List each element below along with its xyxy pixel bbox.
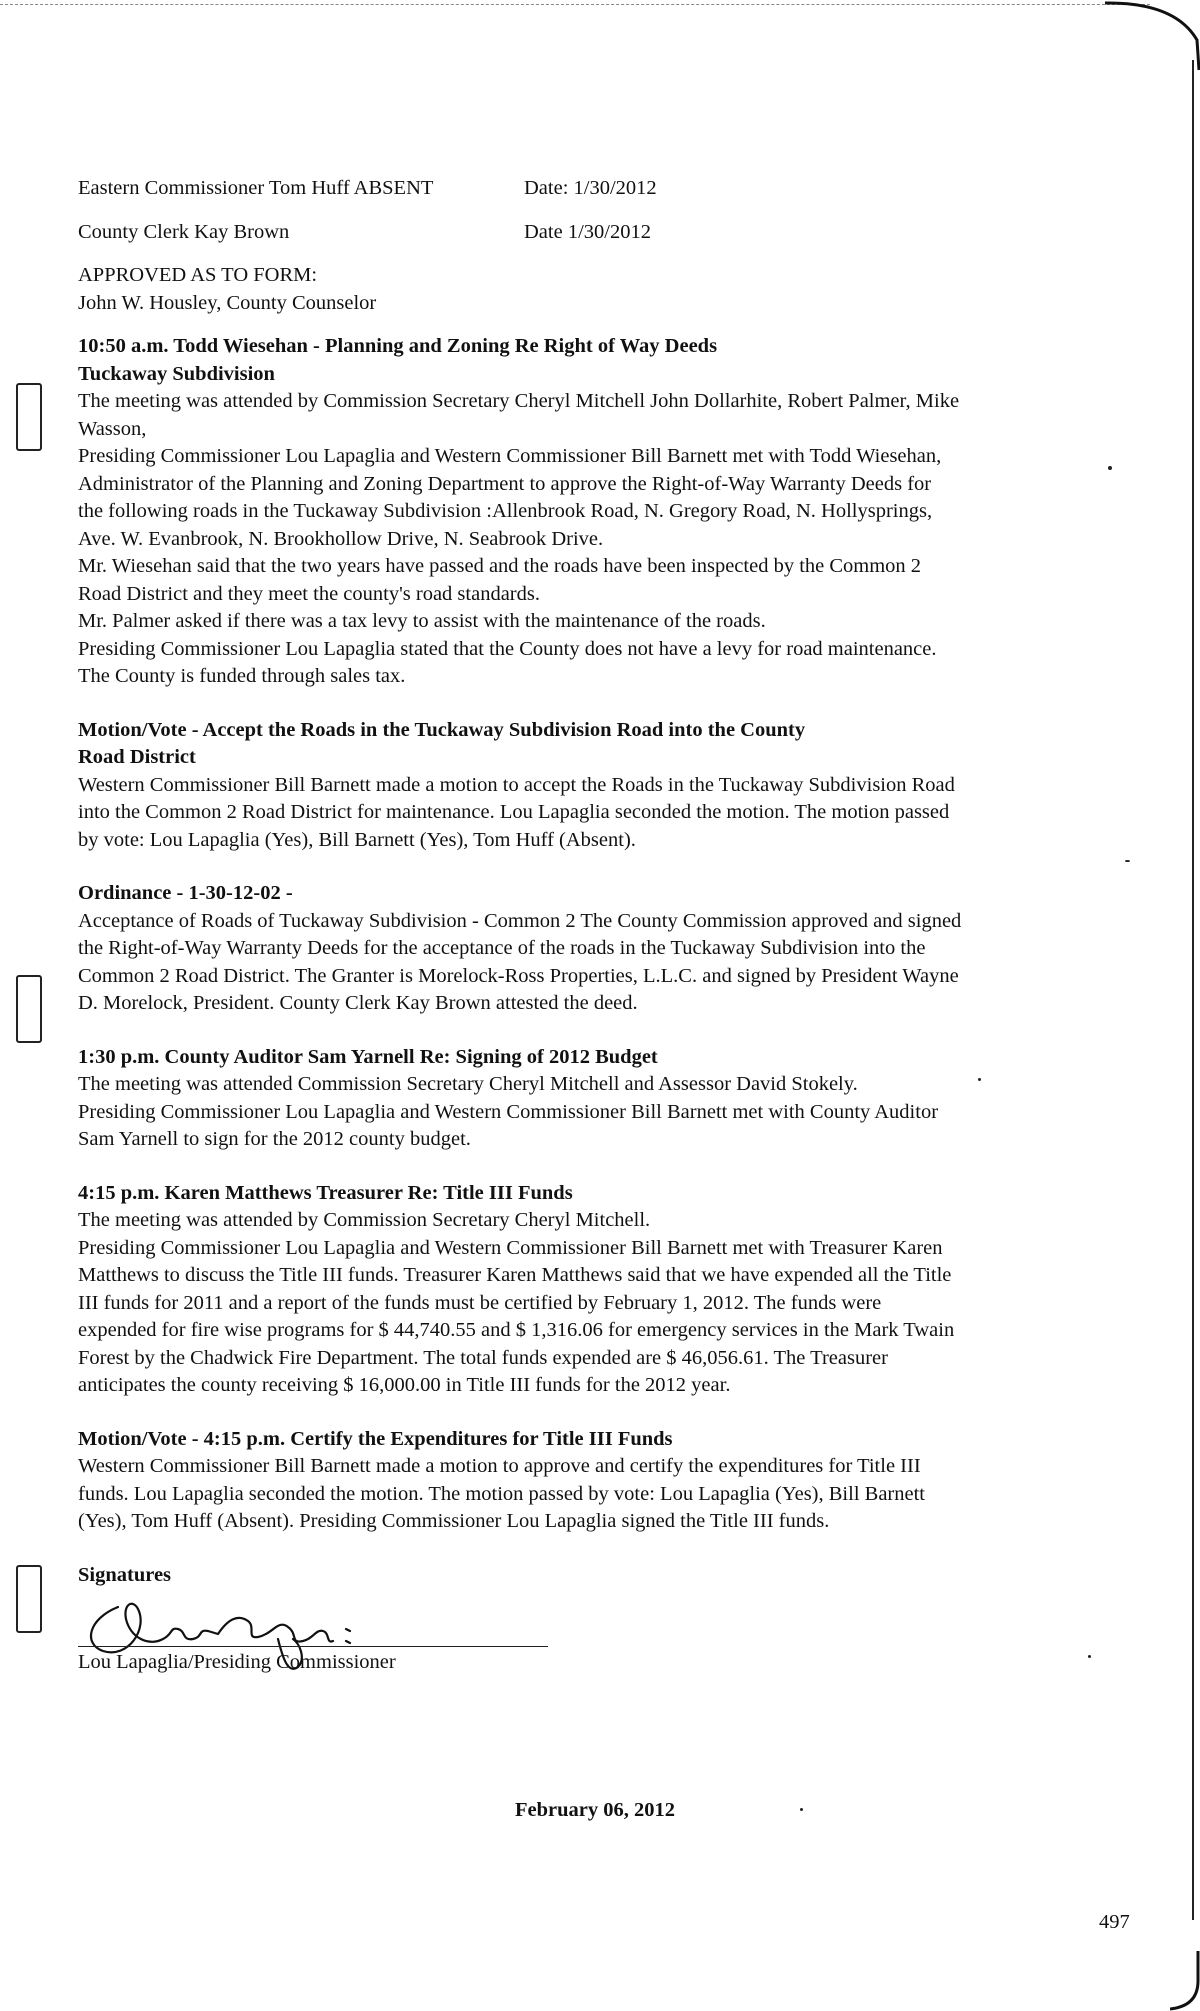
paragraph-line: Mr. Palmer asked if there was a tax levy to assist with the maintenance of the roads. <box>78 610 766 632</box>
eastern-commissioner-text: Eastern Commissioner Tom Huff ABSENT <box>78 177 434 199</box>
meeting-date: February 06, 2012 <box>515 1799 675 1821</box>
paragraph-line: The meeting was attended by Commission Secretary Cheryl Mitchell John Dollarhite, Robert Palmer, Mike <box>78 390 960 412</box>
paragraph-line: The County is funded through sales tax. <box>78 665 406 687</box>
paragraph-line: Presiding Commissioner Lou Lapaglia and Western Commissioner Bill Barnett met with County Auditor <box>78 1100 939 1123</box>
paragraph-line: Acceptance of Roads of Tuckaway Subdivision - Common 2 The County Commission approved and signed <box>78 909 962 932</box>
page-number: 497 <box>1099 1911 1130 1933</box>
paragraph-line: Western Commissioner Bill Barnett made a motion to approve and certify the expenditures for Title III <box>78 1455 921 1477</box>
signature-block <box>78 1589 1138 1681</box>
binder-hole-mark <box>16 383 42 451</box>
paragraph-line: funds. Lou Lapaglia seconded the motion. The motion passed by vote: Lou Lapaglia (Yes), Bill Barnett <box>78 1482 925 1505</box>
paragraph-line: Wasson, <box>78 417 147 440</box>
paragraph-line: The meeting was attended Commission Secretary Cheryl Mitchell and Assessor David Stokely. <box>78 1073 858 1095</box>
paragraph-line: Presiding Commissioner Lou Lapaglia and Western Commissioner Bill Barnett met with Treasurer Karen <box>78 1236 943 1259</box>
signer-name: Lou Lapaglia/Presiding Commissioner <box>78 1651 396 1673</box>
paragraph-line: the Right-of-Way Warranty Deeds for the acceptance of the roads in the Tuckaway Subdivision into the <box>78 937 926 959</box>
section-subtitle-motion-roads: Road District <box>78 746 196 768</box>
paragraph-line: Matthews to discuss the Title III funds. Treasurer Karen Matthews said that we have expended all the Title <box>78 1264 952 1286</box>
binder-hole-mark <box>16 1565 42 1633</box>
minutes-body <box>78 175 1138 1681</box>
counselor-name: John W. Housley, County Counselor <box>78 291 377 314</box>
eastern-date-text: Date: 1/30/2012 <box>524 177 657 199</box>
paragraph-line: Presiding Commissioner Lou Lapaglia and Western Commissioner Bill Barnett met with Todd Wiesehan, <box>78 445 942 467</box>
page-bottom-corner <box>1170 1951 1200 2011</box>
section-title-wiesehan: 10:50 a.m. Todd Wiesehan - Planning and Zoning Re Right of Way Deeds <box>78 335 718 357</box>
scan-speck <box>800 1808 803 1811</box>
section-title-treasurer: 4:15 p.m. Karen Matthews Treasurer Re: Title III Funds <box>78 1181 573 1204</box>
paragraph-line: (Yes), Tom Huff (Absent). Presiding Commissioner Lou Lapaglia signed the Title III funds. <box>78 1510 830 1532</box>
paragraph-line: expended for fire wise programs for $ 44,740.55 and $ 1,316.06 for emergency services in the Mark Twain <box>78 1319 955 1341</box>
clerk-date-text: Date 1/30/2012 <box>524 220 651 243</box>
approved-label: APPROVED AS TO FORM: <box>78 264 318 286</box>
paragraph-line: III funds for 2011 and a report of the funds must be certified by February 1, 2012. The funds were <box>78 1291 882 1314</box>
section-title-auditor: 1:30 p.m. County Auditor Sam Yarnell Re: Signing of 2012 Budget <box>78 1045 658 1068</box>
section-title-ordinance: Ordinance - 1-30-12-02 - <box>78 882 293 904</box>
paragraph-line: Administrator of the Planning and Zoning Department to approve the Right-of-Way Warranty Deeds for <box>78 472 932 495</box>
scan-top-edge <box>0 0 1150 5</box>
paragraph-line: The meeting was attended by Commission Secretary Cheryl Mitchell. <box>78 1209 651 1231</box>
paragraph-line: anticipates the county receiving $ 16,000.00 in Title III funds for the 2012 year. <box>78 1374 731 1396</box>
paragraph-line: Mr. Wiesehan said that the two years have passed and the roads have been inspected by the Common 2 <box>78 555 922 577</box>
section-title-motion-roads: Motion/Vote - Accept the Roads in the Tuckaway Subdivision Road into the County <box>78 718 806 741</box>
paragraph-line: Sam Yarnell to sign for the 2012 county budget. <box>78 1128 471 1150</box>
paragraph-line: Western Commissioner Bill Barnett made a motion to accept the Roads in the Tuckaway Subdivision Road <box>78 773 955 796</box>
paragraph-line: Forest by the Chadwick Fire Department. The total funds expended are $ 46,056.61. The Treasurer <box>78 1346 888 1369</box>
paragraph-line: D. Morelock, President. County Clerk Kay Brown attested the deed. <box>78 992 638 1014</box>
paragraph-line: Presiding Commissioner Lou Lapaglia stated that the County does not have a levy for road maintenance. <box>78 637 937 660</box>
signature-line <box>78 1646 548 1647</box>
signatures-heading: Signatures <box>78 1563 172 1586</box>
page-corner-curl <box>1105 0 1200 70</box>
county-clerk-text: County Clerk Kay Brown <box>78 220 290 243</box>
binder-hole-mark <box>16 975 42 1043</box>
paragraph-line: the following roads in the Tuckaway Subdivision :Allenbrook Road, N. Gregory Road, N. Hollysprings, <box>78 500 933 522</box>
page-right-edge <box>1192 60 1194 1920</box>
header-row-clerk <box>78 219 1138 247</box>
section-subtitle-wiesehan: Tuckaway Subdivision <box>78 362 275 385</box>
paragraph-line: Ave. W. Evanbrook, N. Brookhollow Drive, N. Seabrook Drive. <box>78 527 604 550</box>
section-title-motion-title3: Motion/Vote - 4:15 p.m. Certify the Expenditures for Title III Funds <box>78 1427 673 1450</box>
paragraph-line: Common 2 Road District. The Granter is Morelock-Ross Properties, L.L.C. and signed by President Wayne <box>78 964 959 987</box>
paragraph-line: Road District and they meet the county's road standards. <box>78 582 540 605</box>
paragraph-line: into the Common 2 Road District for maintenance. Lou Lapaglia seconded the motion. The motion passed <box>78 801 950 823</box>
header-row-commissioner <box>78 175 1138 203</box>
paragraph-line: by vote: Lou Lapaglia (Yes), Bill Barnett (Yes), Tom Huff (Absent). <box>78 828 636 851</box>
